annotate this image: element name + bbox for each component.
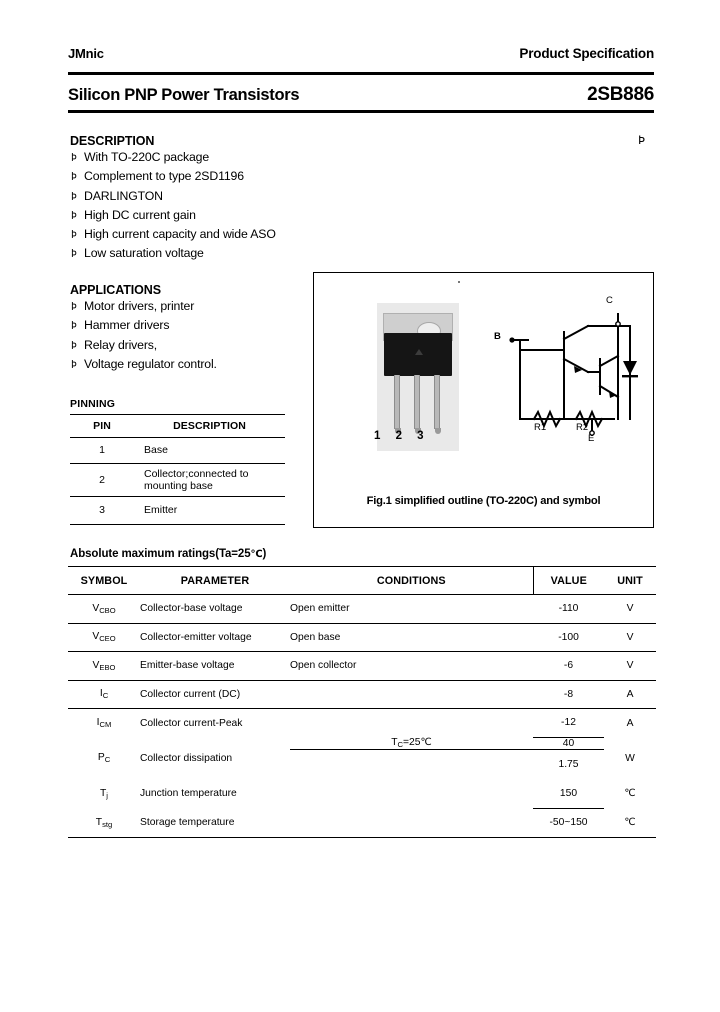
symbol-main: V bbox=[92, 659, 100, 671]
applications-section bbox=[70, 283, 330, 374]
column-header-value: VALUE bbox=[533, 567, 604, 595]
cell-symbol bbox=[68, 737, 140, 779]
cell-parameter: Collector dissipation bbox=[140, 752, 233, 764]
cell-pin-description: Base bbox=[134, 438, 285, 464]
cell-parameter: Collector-emitter voltage bbox=[140, 623, 290, 652]
list-item bbox=[70, 355, 330, 374]
symbol-main: T bbox=[100, 787, 107, 799]
list-item-label: Motor drivers, printer bbox=[84, 299, 195, 313]
description-list bbox=[70, 148, 330, 264]
pinning-section bbox=[70, 398, 285, 525]
bullet-icon: Þ bbox=[71, 300, 77, 313]
table-header-row bbox=[70, 415, 285, 438]
pinning-table bbox=[70, 414, 285, 525]
table-header-row bbox=[68, 567, 656, 595]
list-item-label: High DC current gain bbox=[84, 207, 196, 222]
cell-symbol bbox=[68, 779, 140, 808]
figure-panel bbox=[313, 272, 654, 528]
list-item-label: Complement to type 2SD1196 bbox=[84, 169, 244, 184]
list-item bbox=[70, 336, 330, 355]
symbol-subscript: C bbox=[104, 755, 111, 764]
cell-conditions bbox=[290, 680, 533, 709]
column-header-parameter: PARAMETER bbox=[140, 567, 290, 595]
description-heading: DESCRIPTION bbox=[70, 134, 155, 148]
symbol-subscript: CBO bbox=[99, 605, 116, 615]
list-item bbox=[70, 187, 330, 206]
cell-value-top: 40 bbox=[533, 737, 604, 750]
cell-value-bottom: 1.75 bbox=[558, 759, 579, 770]
circuit-schematic-svg bbox=[490, 309, 642, 444]
lead-tip bbox=[435, 428, 441, 434]
list-item bbox=[70, 206, 330, 225]
cell-unit: V bbox=[604, 623, 656, 652]
ratings-title bbox=[70, 548, 266, 560]
cell-pin-number: 3 bbox=[70, 497, 134, 525]
page-header bbox=[68, 46, 654, 61]
condition-rest: =25 bbox=[403, 737, 421, 748]
list-item bbox=[70, 225, 330, 244]
symbol-main: T bbox=[95, 816, 103, 828]
applications-heading: APPLICATIONS bbox=[70, 283, 161, 297]
cell-unit: V bbox=[604, 652, 656, 681]
cell-unit: A bbox=[604, 680, 656, 709]
package-marking-icon bbox=[415, 349, 423, 355]
table-row bbox=[70, 497, 285, 525]
document-type-label: Product Specification bbox=[519, 46, 654, 61]
column-header-conditions: CONDITIONS bbox=[290, 567, 533, 595]
label-base: B bbox=[494, 331, 501, 342]
brand-name: JMnic bbox=[68, 46, 104, 61]
cell-unit: V bbox=[604, 595, 656, 624]
list-item-label: Voltage regulator control. bbox=[84, 356, 217, 371]
symbol-subscript: CEO bbox=[99, 634, 116, 644]
bullet-icon: Þ bbox=[71, 228, 77, 242]
cell-conditions bbox=[290, 779, 533, 808]
cell-unit: A bbox=[626, 717, 634, 729]
cell-value: -12 bbox=[533, 709, 604, 738]
cell-conditions bbox=[290, 808, 533, 838]
cell-conditions: Open collector bbox=[290, 652, 533, 681]
cell-symbol bbox=[68, 808, 140, 838]
bullet-icon: Þ bbox=[71, 208, 77, 222]
header-rule-bottom bbox=[68, 110, 654, 113]
package-lead-2 bbox=[414, 375, 420, 429]
package-lead-3 bbox=[434, 375, 440, 429]
cell-pin-description: Emitter bbox=[134, 497, 285, 525]
collector-terminal-dot bbox=[616, 322, 620, 326]
list-item bbox=[70, 316, 330, 335]
bullet-icon: Þ bbox=[71, 357, 77, 371]
stray-bullet-icon: Þ bbox=[638, 133, 645, 147]
package-pin-numbers: 1 2 3 bbox=[374, 430, 430, 442]
cell-symbol bbox=[68, 709, 140, 738]
cell-pin-number: 2 bbox=[70, 464, 134, 497]
diode-icon bbox=[623, 361, 637, 375]
list-item-label: Hammer drivers bbox=[84, 318, 170, 333]
bullet-icon: Þ bbox=[71, 319, 77, 333]
cell-parameter: Emitter-base voltage bbox=[140, 652, 290, 681]
figure-caption: Fig.1 simplified outline (TO-220C) and symbol bbox=[366, 495, 601, 507]
symbol-subscript: C bbox=[102, 691, 109, 701]
cell-symbol bbox=[68, 680, 140, 709]
label-resistor-2: R2 bbox=[576, 422, 589, 433]
table-row bbox=[68, 652, 656, 681]
package-body bbox=[384, 333, 452, 376]
condition-subscript: C bbox=[397, 740, 404, 749]
cell-value: -50~150 bbox=[533, 808, 604, 838]
cell-symbol bbox=[68, 623, 140, 652]
table-row bbox=[68, 709, 656, 738]
symbol-main: V bbox=[92, 602, 100, 614]
column-header-unit: UNIT bbox=[604, 567, 656, 595]
page-title: Silicon PNP Power Transistors bbox=[68, 86, 300, 104]
list-item-label: DARLINGTON bbox=[84, 188, 163, 203]
cell-conditions: Open base bbox=[290, 623, 533, 652]
diode-bar bbox=[622, 375, 638, 377]
applications-list bbox=[70, 297, 330, 374]
symbol-main: P bbox=[97, 752, 105, 763]
degree-symbol: ℃ bbox=[420, 737, 432, 748]
table-row bbox=[68, 808, 656, 838]
cell-unit bbox=[604, 808, 656, 838]
cell-unit bbox=[604, 779, 656, 808]
bullet-icon: Þ bbox=[71, 170, 77, 184]
cell-pin-description: Collector;connected to mounting base bbox=[134, 464, 285, 497]
table-row bbox=[68, 595, 656, 624]
cell-unit: W bbox=[625, 752, 635, 764]
symbol-main: I bbox=[99, 688, 103, 700]
base-terminal-dot bbox=[509, 337, 514, 342]
header-rule-top bbox=[68, 72, 654, 75]
list-item bbox=[70, 244, 330, 263]
column-header-symbol: SYMBOL bbox=[68, 567, 140, 595]
cell-conditions bbox=[290, 709, 533, 738]
cell-parameter: Collector current (DC) bbox=[140, 680, 290, 709]
ratings-title-suffix: ) bbox=[262, 548, 267, 560]
symbol-subscript: stg bbox=[102, 819, 113, 829]
condition-main: T bbox=[391, 737, 398, 748]
bullet-icon: Þ bbox=[71, 338, 77, 352]
cell-conditions bbox=[290, 750, 533, 780]
table-row bbox=[70, 464, 285, 497]
description-section bbox=[70, 134, 330, 264]
list-item-label: With TO-220C package bbox=[84, 150, 210, 164]
list-item-label: Low saturation voltage bbox=[84, 246, 204, 261]
list-item bbox=[70, 148, 330, 167]
cell-value: -100 bbox=[533, 623, 604, 652]
absolute-maximum-ratings-table bbox=[68, 566, 656, 838]
table-row bbox=[68, 779, 656, 808]
label-resistor-1: R1 bbox=[534, 422, 547, 433]
ratings-title-text: Absolute maximum ratings(Ta=25 bbox=[70, 548, 251, 560]
darlington-symbol-diagram bbox=[490, 295, 642, 444]
label-emitter: E bbox=[588, 433, 595, 444]
symbol-main: V bbox=[92, 631, 100, 643]
figure-speck bbox=[458, 281, 460, 283]
symbol-subscript: j bbox=[106, 790, 108, 800]
title-row bbox=[68, 84, 654, 106]
cell-value: -8 bbox=[533, 680, 604, 709]
table-row bbox=[68, 737, 656, 750]
q2-emitter-arrow bbox=[609, 391, 617, 398]
symbol-subscript: EBO bbox=[99, 662, 116, 672]
list-item bbox=[70, 297, 330, 316]
cell-conditions-tc bbox=[290, 737, 533, 750]
column-header-pin: PIN bbox=[70, 415, 134, 438]
cell-symbol bbox=[68, 652, 140, 681]
table-row bbox=[70, 438, 285, 464]
list-item-label: Relay drivers, bbox=[84, 337, 158, 352]
cell-symbol bbox=[68, 595, 140, 624]
cell-value: 150 bbox=[533, 779, 604, 808]
bullet-icon: Þ bbox=[71, 247, 77, 261]
cell-conditions: Open emitter bbox=[290, 595, 533, 624]
degree-symbol: ℃ bbox=[624, 788, 636, 799]
cell-parameter: Storage temperature bbox=[140, 808, 290, 838]
list-item-label: High current capacity and wide ASO bbox=[84, 227, 276, 242]
part-number: 2SB886 bbox=[587, 84, 654, 105]
cell-pin-number: 1 bbox=[70, 438, 134, 464]
cell-parameter: Collector-base voltage bbox=[140, 595, 290, 624]
symbol-main: I bbox=[96, 717, 100, 728]
cell-parameter: Junction temperature bbox=[140, 788, 237, 799]
cell-parameter: Collector current-Peak bbox=[140, 717, 243, 729]
bullet-icon: Þ bbox=[71, 151, 77, 164]
list-item bbox=[70, 167, 330, 186]
label-collector: C bbox=[606, 295, 613, 306]
symbol-subscript: CM bbox=[99, 720, 112, 729]
pinning-heading: PINNING bbox=[70, 398, 116, 410]
degree-symbol: ℃ bbox=[250, 549, 263, 560]
package-lead-1 bbox=[394, 375, 400, 429]
cell-value: -6 bbox=[533, 652, 604, 681]
degree-symbol: ℃ bbox=[624, 817, 636, 828]
table-row bbox=[68, 623, 656, 652]
cell-value: -110 bbox=[533, 595, 604, 624]
bullet-icon: Þ bbox=[71, 189, 77, 203]
column-header-description: DESCRIPTION bbox=[134, 415, 285, 438]
to220c-package-image bbox=[372, 303, 470, 451]
table-row bbox=[68, 680, 656, 709]
